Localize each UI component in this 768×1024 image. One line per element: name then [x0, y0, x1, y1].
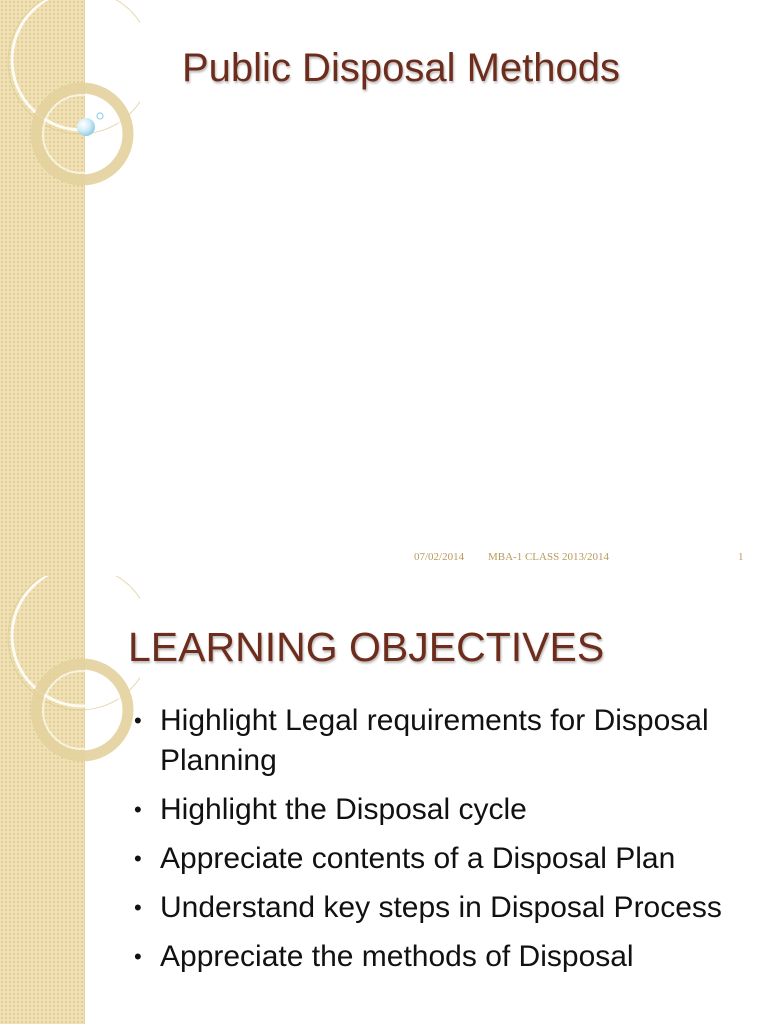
objective-text: Understand key steps in Disposal Process — [160, 891, 722, 924]
objective-text: Highlight Legal requirements for Disposal Planning — [160, 704, 709, 777]
slide-title: LEARNING OBJECTIVES — [128, 624, 605, 670]
footer-class: MBA-1 CLASS 2013/2014 — [488, 551, 610, 563]
decorative-rings — [0, 576, 140, 776]
footer-page-number: 1 — [738, 551, 744, 563]
list-item — [134, 937, 724, 977]
bullet-icon: • — [134, 708, 142, 733]
slide-2 — [0, 576, 768, 1024]
list-item — [134, 790, 724, 830]
list-item — [134, 839, 724, 879]
list-item — [134, 888, 724, 928]
slide-title: Public Disposal Methods — [182, 46, 620, 90]
footer-date: 07/02/2014 — [414, 551, 465, 563]
bullet-icon: • — [134, 944, 142, 969]
bullet-icon: • — [134, 895, 142, 920]
bullet-icon: • — [134, 846, 142, 871]
objective-text: Highlight the Disposal cycle — [160, 793, 527, 826]
objective-text: Appreciate contents of a Disposal Plan — [160, 842, 676, 875]
bullet-icon: • — [134, 797, 142, 822]
decorative-rings — [0, 0, 140, 200]
list-item — [134, 701, 724, 781]
objectives-list — [134, 701, 724, 986]
objective-text: Appreciate the methods of Disposal — [160, 940, 634, 973]
